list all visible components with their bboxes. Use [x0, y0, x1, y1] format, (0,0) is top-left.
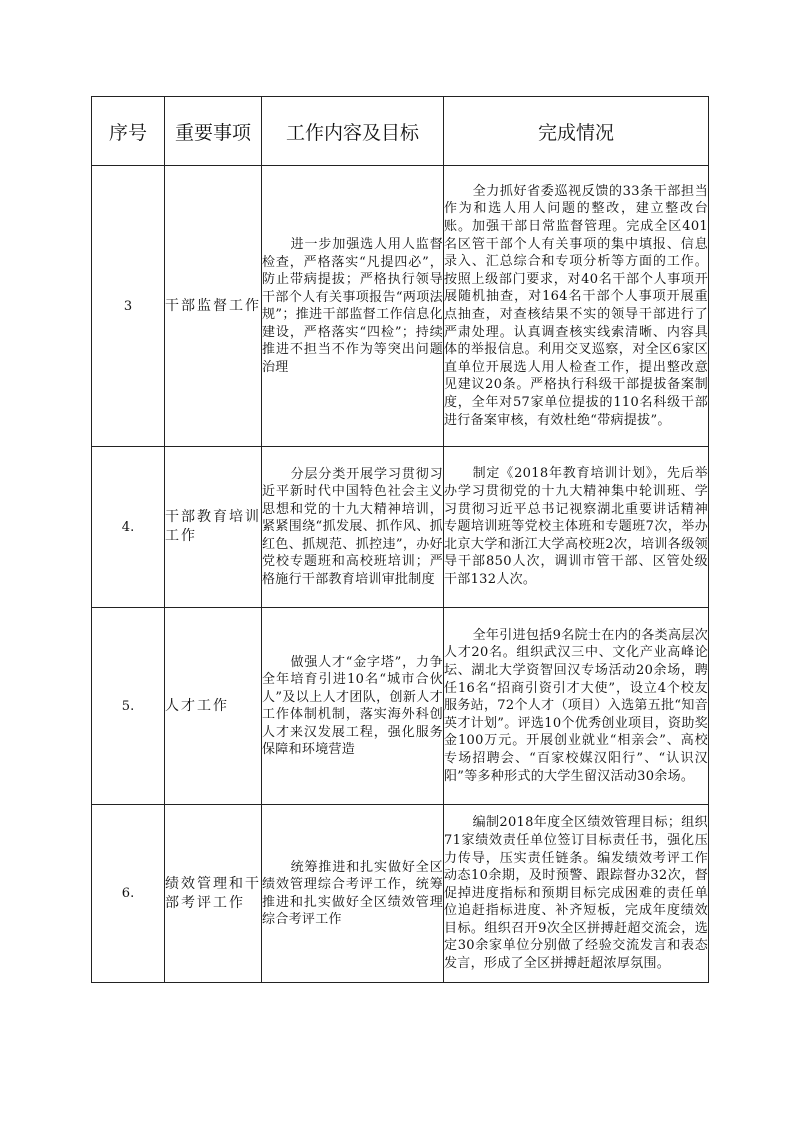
- row-serial-number: 3: [92, 166, 165, 447]
- row-work-content: [262, 166, 444, 447]
- row-work-content-text: 做强人才“金字塔”，力争全年培育引进10名“城市合伙人”及以上人才团队，创新人才工作体制机制，落实海外科创人才来汉发展工程，强化服务保障和环境营造: [262, 654, 443, 757]
- row-key-item: 干部教育培训工作: [165, 447, 262, 608]
- row-work-content-text: 统筹推进和扎实做好全区绩效管理综合考评工作，统筹推进和扎实做好全区绩效管理综合考评工作: [262, 859, 443, 927]
- row-serial-number: 5.: [92, 608, 165, 805]
- row-work-content: [262, 447, 444, 608]
- row-work-content-text: 进一步加强选人用人监督检查，严格落实“凡提四必”，防止带病提拔；严格执行领导干部个人有关事项报告“两项法规”；推进干部监督工作信息化建设，严格落实“四检”；持续推进不担当不作为等突出问题治理: [262, 237, 443, 375]
- row-completion-status-text: 编制2018年度全区绩效管理目标；组织71家绩效责任单位签订目标责任书，强化压力传导，压实责任链条。编发绩效考评工作动态10余期，及时预警、跟踪督办32次，督促掉进度指标和预期目标完成困难的责任单位追赶指标进度、补齐短板，完成年度绩效目标。组织召开9次全区拼搏赶超交流会，选定30余家单位分别做了经验交流发言和表态发言，形成了全区拼搏赶超浓厚氛围。: [444, 815, 708, 972]
- row-work-content: [262, 805, 444, 983]
- table-row: [92, 447, 709, 608]
- row-key-item: 绩效管理和干部考评工作: [165, 805, 262, 983]
- table-row: [92, 608, 709, 805]
- row-work-content: [262, 608, 444, 805]
- row-completion-status: [444, 805, 709, 983]
- header-work-content: 工作内容及目标: [262, 97, 444, 166]
- row-key-item: 人才工作: [165, 608, 262, 805]
- table-row: [92, 166, 709, 447]
- header-key-item: 重要事项: [165, 97, 262, 166]
- header-serial-number: 序号: [92, 97, 165, 166]
- row-completion-status-text: 制定《2018年教育培训计划》，先后举办学习贯彻党的十九大精神集中轮训班、学习贯彻习近平总书记视察湖北重要讲话精神专题培训班等党校主体班和专题班7次，举办北京大学和浙江大学高校班2次，培训各级领导干部850人次，调训市管干部、区管处级干部132人次。: [444, 466, 708, 587]
- row-completion-status-text: 全年引进包括9名院士在内的各类高层次人才20名。组织武汉三中、文化产业高峰论坛、湖北大学资智回汉专场活动20余场，聘任16名“招商引资引才大使”，设立4个校友服务站，72个人才（项目）入选第五批“知音英才计划”。评选10个优秀创业项目，资助奖金100万元。开展创业就业“相亲会”、高校专场招聘会、“百家校媒汉阳行”、“认识汉阳”等多种形式的大学生留汉活动30余场。: [444, 627, 708, 784]
- header-completion-status: 完成情况: [444, 97, 709, 166]
- row-completion-status-text: 全力抓好省委巡视反馈的33条干部担当作为和选人用人问题的整改，建立整改台账。加强干部日常监督管理。完成全区401名区管干部个人有关事项的集中填报、信息录入、汇总综合和专项分析等方面的工作。按照上级部门要求，对40名干部个人事项开展随机抽查，对164名干部个人事项开展重点抽查，对查核结果不实的领导干部进行了严肃处理。认真调查核实线索清晰、内容具体的举报信息。利用交叉巡察，对全区6家区直单位开展选人用人检查工作，提出整改意见建议20条。严格执行科级干部提拔备案制度，全年对57家单位提拔的110名科级干部进行备案审核，有效杜绝“带病提拔”。: [444, 183, 708, 428]
- row-completion-status: [444, 608, 709, 805]
- row-serial-number: 4.: [92, 447, 165, 608]
- row-work-content-text: 分层分类开展学习贯彻习近平新时代中国特色社会主义思想和党的十九大精神培训，紧紧围绕“抓发展、抓作风、抓红色、抓规范、抓控违”，办好党校专题班和高校班培训；严格施行干部教育培训审批制度: [262, 466, 443, 587]
- row-key-item: 干部监督工作: [165, 166, 262, 447]
- table-header-row: [92, 97, 709, 166]
- row-completion-status: [444, 166, 709, 447]
- work-summary-table: [91, 96, 709, 983]
- row-serial-number: 6.: [92, 805, 165, 983]
- row-completion-status: [444, 447, 709, 608]
- table-row: [92, 805, 709, 983]
